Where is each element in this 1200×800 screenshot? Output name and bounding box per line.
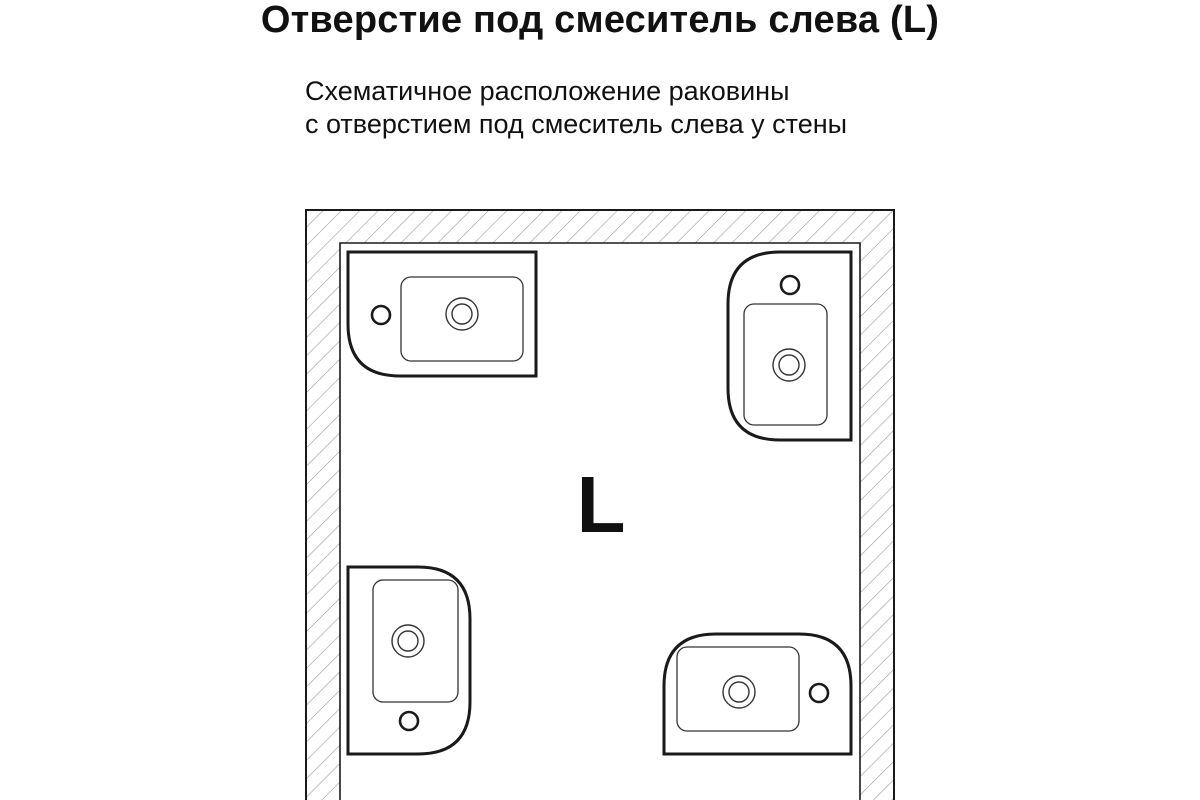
center-label: L [576, 460, 626, 549]
caption-line-1: Схематичное расположение раковины [305, 76, 790, 106]
page-title: Отверстие под смеситель слева (L) [260, 0, 940, 41]
caption-line-2: с отверстием под смеситель слева у стены [305, 109, 848, 139]
